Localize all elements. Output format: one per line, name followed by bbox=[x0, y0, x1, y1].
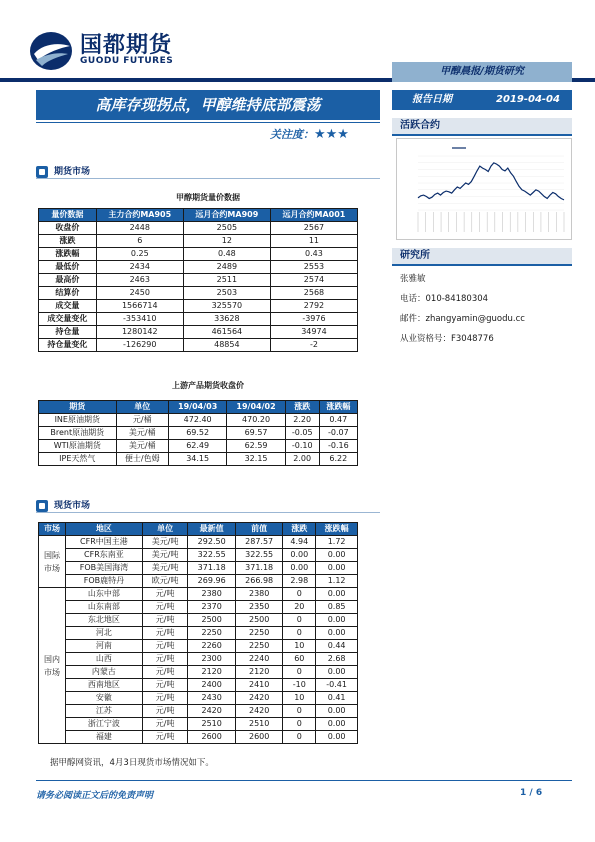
focus-label: 关注度： bbox=[270, 128, 314, 141]
row-label: 涨跌 bbox=[39, 235, 97, 248]
table-cell: -3976 bbox=[270, 313, 357, 326]
table-cell: 元/桶 bbox=[116, 414, 168, 427]
table-cell: 371.18 bbox=[235, 562, 282, 575]
table-cell: 2120 bbox=[235, 666, 282, 679]
report-date-bar bbox=[392, 90, 572, 110]
analyst-phone: 电话：010-84180304 bbox=[400, 294, 489, 304]
table-cell: 2600 bbox=[235, 731, 282, 744]
table-cell: 0.41 bbox=[316, 692, 358, 705]
table-cell: 60 bbox=[283, 653, 316, 666]
table-cell: 0.25 bbox=[96, 248, 183, 261]
market-label: 国内市场 bbox=[39, 588, 66, 744]
star-rating-icon: ★★★ bbox=[314, 127, 349, 142]
table-cell: 元/吨 bbox=[142, 692, 188, 705]
table-cell: 2240 bbox=[235, 653, 282, 666]
column-header: 涨跌 bbox=[285, 401, 319, 414]
heading-rule bbox=[392, 134, 572, 136]
table-cell: 0.00 bbox=[316, 627, 358, 640]
table-cell: 东北地区 bbox=[66, 614, 143, 627]
table-cell: 0.00 bbox=[316, 666, 358, 679]
table-cell: 1.72 bbox=[316, 536, 358, 549]
page-number: 1 / 6 bbox=[520, 788, 543, 798]
table-cell: 2250 bbox=[235, 640, 282, 653]
table-row bbox=[39, 440, 358, 453]
spot-note: 据甲醇网资讯，4月3日现货市场情况如下。 bbox=[50, 758, 214, 768]
table-cell: 2350 bbox=[235, 601, 282, 614]
column-header: 期货 bbox=[39, 401, 117, 414]
table-cell: 西南地区 bbox=[66, 679, 143, 692]
table-cell: 2450 bbox=[96, 287, 183, 300]
analyst-name: 张雅敏 bbox=[400, 274, 426, 284]
focus-rating bbox=[270, 126, 349, 142]
table-cell: 欧元/吨 bbox=[142, 575, 188, 588]
logo-english-name: GUODU FUTURES bbox=[80, 56, 174, 66]
table-cell: 山西 bbox=[66, 653, 143, 666]
table-cell: -0.10 bbox=[285, 440, 319, 453]
table-cell: 2430 bbox=[188, 692, 235, 705]
table-cell: 10 bbox=[283, 640, 316, 653]
column-header: 单位 bbox=[116, 401, 168, 414]
row-label: 持仓量变化 bbox=[39, 339, 97, 352]
table-cell: 0.00 bbox=[316, 718, 358, 731]
table-cell: 2574 bbox=[270, 274, 357, 287]
table-cell: 2500 bbox=[235, 614, 282, 627]
table-cell: 美元/吨 bbox=[142, 549, 188, 562]
table-row bbox=[39, 313, 358, 326]
table-cell: 461564 bbox=[183, 326, 270, 339]
table-cell: 69.52 bbox=[168, 427, 226, 440]
table-cell: 0 bbox=[283, 731, 316, 744]
table-cell: 325570 bbox=[183, 300, 270, 313]
row-label: 成交量 bbox=[39, 300, 97, 313]
table-cell: 2511 bbox=[183, 274, 270, 287]
table-row bbox=[39, 692, 358, 705]
table-cell: 0 bbox=[283, 614, 316, 627]
column-header: 地区 bbox=[66, 523, 143, 536]
table-cell: 0.00 bbox=[316, 731, 358, 744]
futures-table-title: 甲醇期货量价数据 bbox=[176, 193, 240, 202]
table-cell: -2 bbox=[270, 339, 357, 352]
table-cell: 元/吨 bbox=[142, 614, 188, 627]
table-cell: 2.20 bbox=[285, 414, 319, 427]
table-cell: -0.16 bbox=[319, 440, 357, 453]
table-cell: 江苏 bbox=[66, 705, 143, 718]
table-cell: 4.94 bbox=[283, 536, 316, 549]
report-date-label: 报告日期 bbox=[412, 94, 452, 105]
table-cell: 0.00 bbox=[316, 562, 358, 575]
heading-rule bbox=[392, 264, 572, 266]
table-cell: 2300 bbox=[188, 653, 235, 666]
table-cell: 2503 bbox=[183, 287, 270, 300]
table-row bbox=[39, 274, 358, 287]
table-cell: 2567 bbox=[270, 222, 357, 235]
table-cell: 元/吨 bbox=[142, 588, 188, 601]
table-cell: 0.47 bbox=[319, 414, 357, 427]
table-row bbox=[39, 536, 358, 549]
table-cell: 山东中部 bbox=[66, 588, 143, 601]
table-cell: INE原油期货 bbox=[39, 414, 117, 427]
table-cell: 2250 bbox=[188, 627, 235, 640]
table-cell: 2510 bbox=[235, 718, 282, 731]
table-cell: 33628 bbox=[183, 313, 270, 326]
table-cell: 元/吨 bbox=[142, 653, 188, 666]
table-cell: -0.41 bbox=[316, 679, 358, 692]
table-cell: IPE天然气 bbox=[39, 453, 117, 466]
table-row bbox=[39, 427, 358, 440]
table-cell: 2600 bbox=[188, 731, 235, 744]
table-cell: 元/吨 bbox=[142, 627, 188, 640]
section-spot-label: 现货市场 bbox=[54, 501, 91, 511]
table-cell: 11 bbox=[270, 235, 357, 248]
table-cell: 浙江宁波 bbox=[66, 718, 143, 731]
table-cell: 美元/吨 bbox=[142, 536, 188, 549]
table-row bbox=[39, 339, 358, 352]
spot-table bbox=[38, 522, 358, 744]
table-row bbox=[39, 453, 358, 466]
table-cell: 322.55 bbox=[235, 549, 282, 562]
table-cell: 元/吨 bbox=[142, 601, 188, 614]
table-cell: CFR中国主港 bbox=[66, 536, 143, 549]
table-cell: 292.50 bbox=[188, 536, 235, 549]
table-cell: 2505 bbox=[183, 222, 270, 235]
table-cell: 287.57 bbox=[235, 536, 282, 549]
active-contract-chart bbox=[396, 138, 572, 240]
table-header-row bbox=[39, 401, 358, 414]
research-heading: 研究所 bbox=[392, 248, 572, 264]
table-cell: 2463 bbox=[96, 274, 183, 287]
section-spot bbox=[36, 498, 90, 512]
table-cell: 0.00 bbox=[316, 588, 358, 601]
upstream-table bbox=[38, 400, 358, 466]
section-futures-label: 期货市场 bbox=[54, 167, 91, 177]
column-header: 涨跌幅 bbox=[319, 401, 357, 414]
table-cell: 便士/色姆 bbox=[116, 453, 168, 466]
table-row bbox=[39, 300, 358, 313]
table-cell: 0 bbox=[283, 588, 316, 601]
logo-chinese-name: 国都期货 bbox=[80, 33, 173, 58]
section-futures bbox=[36, 164, 90, 178]
active-contract-heading: 活跃合约 bbox=[392, 118, 572, 134]
column-header: 远月合约MA909 bbox=[183, 209, 270, 222]
table-cell: 69.57 bbox=[227, 427, 285, 440]
table-cell: 1280142 bbox=[96, 326, 183, 339]
column-header: 远月合约MA001 bbox=[270, 209, 357, 222]
table-cell: 10 bbox=[283, 692, 316, 705]
report-title: 高库存现拐点，甲醇维持底部震荡 bbox=[36, 90, 380, 120]
table-cell: 62.49 bbox=[168, 440, 226, 453]
table-cell: 0.00 bbox=[316, 705, 358, 718]
column-header: 量价数据 bbox=[39, 209, 97, 222]
row-label: 持仓量 bbox=[39, 326, 97, 339]
column-header: 主力合约MA905 bbox=[96, 209, 183, 222]
report-category: 甲醇晨报/期货研究 bbox=[392, 62, 572, 82]
table-cell: 0 bbox=[283, 718, 316, 731]
table-cell: 2420 bbox=[235, 705, 282, 718]
column-header: 前值 bbox=[235, 523, 282, 536]
row-label: 最高价 bbox=[39, 274, 97, 287]
table-cell: 0.00 bbox=[316, 549, 358, 562]
table-cell: 2489 bbox=[183, 261, 270, 274]
table-row bbox=[39, 287, 358, 300]
table-cell: 34.15 bbox=[168, 453, 226, 466]
report-date: 2019-04-04 bbox=[496, 94, 560, 105]
table-cell: WTI原油期货 bbox=[39, 440, 117, 453]
table-cell: 0.48 bbox=[183, 248, 270, 261]
table-row bbox=[39, 614, 358, 627]
table-cell: 0.85 bbox=[316, 601, 358, 614]
table-cell: 6 bbox=[96, 235, 183, 248]
table-cell: 美元/桶 bbox=[116, 427, 168, 440]
table-row bbox=[39, 731, 358, 744]
table-row bbox=[39, 326, 358, 339]
table-cell: 470.20 bbox=[227, 414, 285, 427]
section-icon bbox=[36, 166, 48, 178]
table-cell: 1.12 bbox=[316, 575, 358, 588]
table-cell: 62.59 bbox=[227, 440, 285, 453]
table-cell: 266.98 bbox=[235, 575, 282, 588]
row-label: 成交量变化 bbox=[39, 313, 97, 326]
table-cell: 2250 bbox=[235, 627, 282, 640]
table-cell: -10 bbox=[283, 679, 316, 692]
table-cell: -126290 bbox=[96, 339, 183, 352]
table-header-row bbox=[39, 523, 358, 536]
table-cell: 269.96 bbox=[188, 575, 235, 588]
table-cell: 福建 bbox=[66, 731, 143, 744]
table-cell: 2120 bbox=[188, 666, 235, 679]
title-underline bbox=[36, 122, 380, 123]
table-cell: 2.68 bbox=[316, 653, 358, 666]
table-cell: 0 bbox=[283, 705, 316, 718]
table-cell: 472.40 bbox=[168, 414, 226, 427]
table-cell: 371.18 bbox=[188, 562, 235, 575]
table-cell: 2500 bbox=[188, 614, 235, 627]
table-row bbox=[39, 705, 358, 718]
table-cell: 2380 bbox=[188, 588, 235, 601]
table-cell: 1566714 bbox=[96, 300, 183, 313]
table-cell: 元/吨 bbox=[142, 705, 188, 718]
table-cell: 0.43 bbox=[270, 248, 357, 261]
table-cell: 2510 bbox=[188, 718, 235, 731]
table-row bbox=[39, 718, 358, 731]
table-cell: 2.98 bbox=[283, 575, 316, 588]
column-header: 涨跌幅 bbox=[316, 523, 358, 536]
row-label: 结算价 bbox=[39, 287, 97, 300]
table-row bbox=[39, 235, 358, 248]
table-cell: -0.07 bbox=[319, 427, 357, 440]
table-cell: 美元/桶 bbox=[116, 440, 168, 453]
table-row bbox=[39, 666, 358, 679]
column-header: 涨跌 bbox=[283, 523, 316, 536]
table-row bbox=[39, 640, 358, 653]
table-row bbox=[39, 679, 358, 692]
table-row bbox=[39, 575, 358, 588]
table-row bbox=[39, 261, 358, 274]
table-cell: CFR东南亚 bbox=[66, 549, 143, 562]
table-cell: 元/吨 bbox=[142, 731, 188, 744]
column-header: 单位 bbox=[142, 523, 188, 536]
table-cell: 2568 bbox=[270, 287, 357, 300]
disclaimer-note: 请务必阅读正文后的免责声明 bbox=[36, 791, 154, 801]
table-row bbox=[39, 562, 358, 575]
table-cell: Brent原油期货 bbox=[39, 427, 117, 440]
table-cell: -353410 bbox=[96, 313, 183, 326]
table-cell: 322.55 bbox=[188, 549, 235, 562]
table-cell: 6.22 bbox=[319, 453, 357, 466]
market-label: 国际市场 bbox=[39, 536, 66, 588]
table-cell: 12 bbox=[183, 235, 270, 248]
section-rule bbox=[36, 178, 380, 179]
table-cell: 2.00 bbox=[285, 453, 319, 466]
table-row bbox=[39, 653, 358, 666]
table-cell: 0.44 bbox=[316, 640, 358, 653]
analyst-email[interactable]: 邮件：zhangyamin@guodu.cc bbox=[400, 314, 525, 324]
table-cell: FOB鹿特丹 bbox=[66, 575, 143, 588]
table-cell: 元/吨 bbox=[142, 640, 188, 653]
table-cell: 0 bbox=[283, 666, 316, 679]
row-label: 涨跌幅 bbox=[39, 248, 97, 261]
row-label: 最低价 bbox=[39, 261, 97, 274]
table-cell: 2420 bbox=[235, 692, 282, 705]
table-row bbox=[39, 414, 358, 427]
table-cell: 2260 bbox=[188, 640, 235, 653]
analyst-license: 从业资格号：F3048776 bbox=[400, 334, 494, 344]
table-cell: 河南 bbox=[66, 640, 143, 653]
table-cell: 2448 bbox=[96, 222, 183, 235]
table-cell: 0 bbox=[283, 627, 316, 640]
column-header: 最新值 bbox=[188, 523, 235, 536]
row-label: 收盘价 bbox=[39, 222, 97, 235]
table-cell: 2792 bbox=[270, 300, 357, 313]
table-cell: 2370 bbox=[188, 601, 235, 614]
upstream-table-title: 上游产品期货收盘价 bbox=[172, 381, 244, 390]
table-cell: 2400 bbox=[188, 679, 235, 692]
table-cell: 2410 bbox=[235, 679, 282, 692]
table-cell: 2380 bbox=[235, 588, 282, 601]
table-cell: 2420 bbox=[188, 705, 235, 718]
table-cell: 0.00 bbox=[283, 549, 316, 562]
table-header-row bbox=[39, 209, 358, 222]
futures-table bbox=[38, 208, 358, 352]
table-row bbox=[39, 222, 358, 235]
table-row bbox=[39, 588, 358, 601]
table-cell: 美元/吨 bbox=[142, 562, 188, 575]
table-cell: 0.00 bbox=[283, 562, 316, 575]
section-icon bbox=[36, 500, 48, 512]
column-header: 19/04/02 bbox=[227, 401, 285, 414]
table-cell: 元/吨 bbox=[142, 666, 188, 679]
footer-rule bbox=[36, 780, 572, 781]
table-cell: 48854 bbox=[183, 339, 270, 352]
table-cell: 32.15 bbox=[227, 453, 285, 466]
column-header: 19/04/03 bbox=[168, 401, 226, 414]
table-cell: 2553 bbox=[270, 261, 357, 274]
guodu-logo-icon bbox=[28, 30, 74, 72]
table-cell: 34974 bbox=[270, 326, 357, 339]
table-cell: 20 bbox=[283, 601, 316, 614]
table-cell: 元/吨 bbox=[142, 718, 188, 731]
section-rule bbox=[36, 512, 380, 513]
table-cell: 内蒙古 bbox=[66, 666, 143, 679]
table-cell: 河北 bbox=[66, 627, 143, 640]
table-row bbox=[39, 601, 358, 614]
table-cell: 山东南部 bbox=[66, 601, 143, 614]
table-row bbox=[39, 549, 358, 562]
table-cell: 2434 bbox=[96, 261, 183, 274]
table-row bbox=[39, 248, 358, 261]
table-cell: 安徽 bbox=[66, 692, 143, 705]
table-cell: FOB美国海湾 bbox=[66, 562, 143, 575]
table-cell: -0.05 bbox=[285, 427, 319, 440]
table-row bbox=[39, 627, 358, 640]
table-cell: 元/吨 bbox=[142, 679, 188, 692]
table-cell: 0.00 bbox=[316, 614, 358, 627]
column-header: 市场 bbox=[39, 523, 66, 536]
